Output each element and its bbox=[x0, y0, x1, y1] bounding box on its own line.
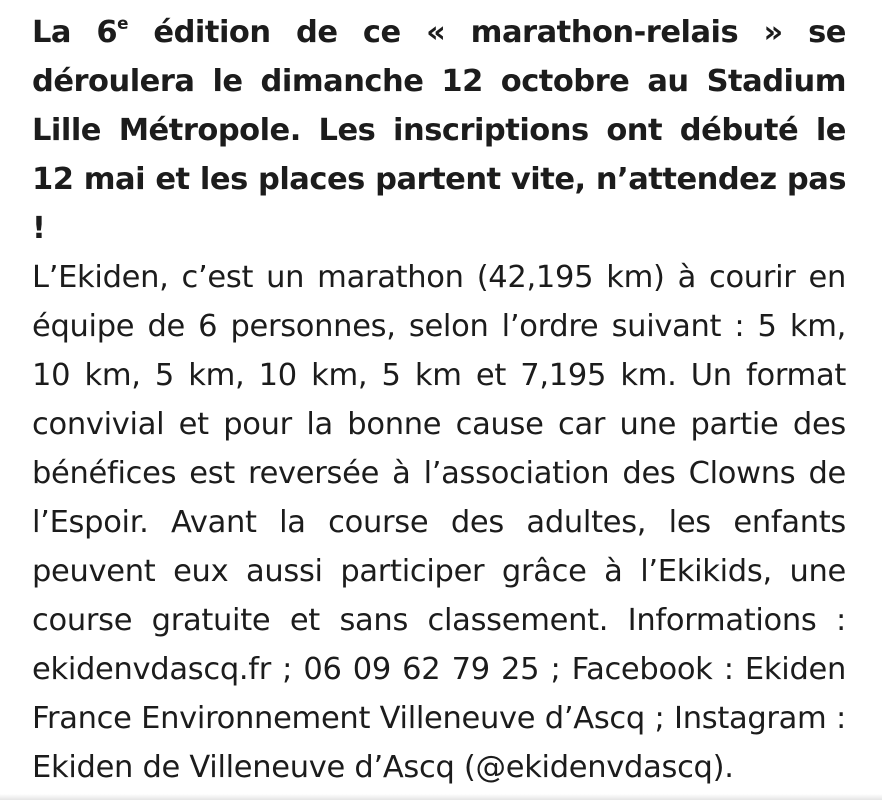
lead-paragraph bbox=[32, 8, 846, 253]
body-paragraph: L’Ekiden, c’est un marathon (42,195 km) à courir en équipe de 6 personnes, selon l’ordre suivant : 5 km, 10 km, 5 km, 10 km, 5 km et 7,195 km. Un format convivial et pour la bonne cause car une partie des bénéfices est reversée à l’association des Clowns de l’Espoir. Avant la course des adultes, les enfants peuvent eux aussi participer grâce à l’Ekikids, une course gratuite et sans classement. Informations : ekidenvdascq.fr ; 06 09 62 79 25 ; Facebook : Ekiden France Environnement Villeneuve d’Ascq ; Instagram : Ekiden de Villeneuve d’Ascq (@ekidenvdascq). bbox=[32, 260, 846, 785]
lead-text-rest: édition de ce « marathon-relais » se déroulera le dimanche 12 octobre au Stadium Lille Métropole. Les inscriptions ont débuté le 12 mai et les places partent vite, n’attendez pas ! bbox=[32, 15, 846, 246]
lead-text-start: La 6 bbox=[32, 15, 118, 50]
article bbox=[32, 8, 846, 792]
edition-superscript: e bbox=[117, 13, 129, 34]
bottom-edge-shadow bbox=[0, 794, 882, 800]
